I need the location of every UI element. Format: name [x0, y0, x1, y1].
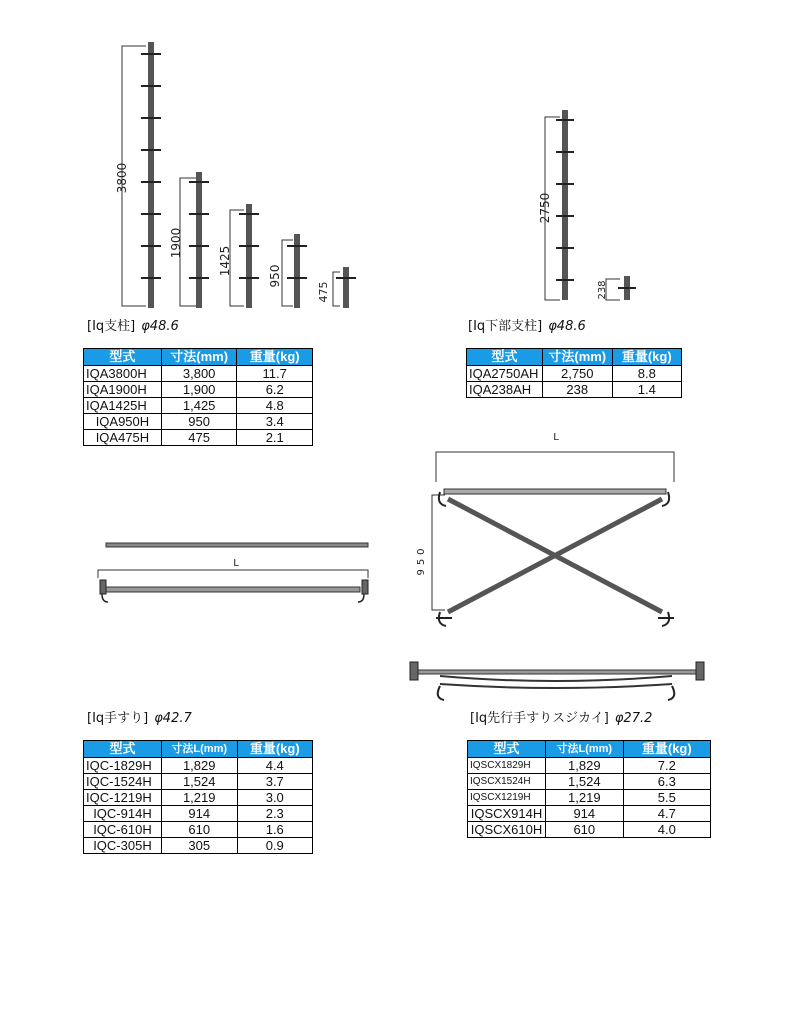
cell-model: IQC-1524H	[84, 774, 162, 790]
dim-475: 475	[317, 281, 330, 303]
cell-size: 1,219	[545, 790, 623, 806]
cell-size: 1,219	[161, 790, 237, 806]
support-name: [Iq支柱]	[87, 319, 136, 334]
handrail-diameter: φ42.7	[154, 711, 192, 726]
table-row	[84, 806, 313, 822]
cell-weight: 1.6	[237, 822, 312, 838]
support-caption	[87, 315, 179, 334]
post-1900	[196, 172, 202, 308]
support-spec-table	[83, 348, 313, 446]
cell-size: 950	[161, 414, 237, 430]
brace-drawing	[410, 432, 704, 700]
cell-model: IQSCX610H	[468, 822, 546, 838]
table-row	[84, 838, 313, 854]
cell-size: 238	[542, 382, 612, 398]
cell-size: 1,829	[545, 758, 623, 774]
cell-weight: 4.7	[623, 806, 710, 822]
dim-950: 950	[268, 264, 282, 288]
cell-model: IQA238AH	[467, 382, 543, 398]
header-model: 型式	[468, 741, 546, 758]
table-row	[467, 382, 682, 398]
cell-weight: 0.9	[237, 838, 312, 854]
table-row	[84, 398, 313, 414]
header-size: 寸法L(mm)	[545, 741, 623, 758]
dim-1425: 1425	[218, 245, 232, 277]
table-header-row	[468, 741, 711, 758]
cell-weight: 3.7	[237, 774, 312, 790]
table-row	[84, 822, 313, 838]
table-row	[84, 790, 313, 806]
header-size: 寸法L(mm)	[161, 741, 237, 758]
cell-model: IQA1425H	[84, 398, 162, 414]
header-size: 寸法(mm)	[161, 349, 237, 366]
cell-weight: 3.0	[237, 790, 312, 806]
cell-weight: 1.4	[612, 382, 681, 398]
cell-weight: 2.3	[237, 806, 312, 822]
brace-dim-950: 950	[416, 544, 427, 576]
cell-weight: 4.4	[237, 758, 312, 774]
cell-model: IQSCX1829H	[468, 758, 546, 774]
table-row	[84, 758, 313, 774]
cell-model: IQA3800H	[84, 366, 162, 382]
lower-support-spec-table	[466, 348, 682, 398]
cell-model: IQA475H	[84, 430, 162, 446]
cell-weight: 6.3	[623, 774, 710, 790]
cell-size: 475	[161, 430, 237, 446]
handrail-spec-table	[83, 740, 313, 854]
cell-weight: 11.7	[237, 366, 313, 382]
dim-1900: 1900	[169, 227, 183, 259]
brace-diameter: φ27.2	[614, 711, 653, 726]
brace-caption	[470, 707, 652, 726]
cell-weight: 4.0	[623, 822, 710, 838]
table-row	[84, 382, 313, 398]
cell-model: IQSCX914H	[468, 806, 546, 822]
table-header-row	[84, 349, 313, 366]
cell-weight: 6.2	[237, 382, 313, 398]
table-row	[84, 774, 313, 790]
header-model: 型式	[84, 741, 162, 758]
table-row	[84, 366, 313, 382]
cell-weight: 8.8	[612, 366, 681, 382]
cell-weight: 2.1	[237, 430, 313, 446]
table-header-row	[84, 741, 313, 758]
support-diameter: φ48.6	[141, 319, 179, 334]
dim-3800: 3800	[115, 162, 129, 194]
cell-size: 1,425	[161, 398, 237, 414]
dim-2750: 2750	[538, 192, 552, 224]
header-weight: 重量(kg)	[237, 741, 312, 758]
cell-size: 1,900	[161, 382, 237, 398]
cell-model: IQA950H	[84, 414, 162, 430]
cell-size: 3,800	[161, 366, 237, 382]
handrail-dim-l: L	[233, 558, 239, 569]
header-size: 寸法(mm)	[542, 349, 612, 366]
cell-size: 1,829	[161, 758, 237, 774]
cell-model: IQSCX1524H	[468, 774, 546, 790]
table-row	[468, 774, 711, 790]
table-row	[84, 430, 313, 446]
brace-name: [Iq先行手すりスジカイ]	[470, 711, 609, 726]
brace-dim-l: L	[553, 432, 559, 443]
cell-model: IQC-610H	[84, 822, 162, 838]
handrail-drawing	[98, 543, 368, 602]
cell-size: 1,524	[161, 774, 237, 790]
post-2750	[562, 110, 568, 300]
header-weight: 重量(kg)	[237, 349, 313, 366]
cell-model: IQSCX1219H	[468, 790, 546, 806]
cell-size: 914	[161, 806, 237, 822]
header-model: 型式	[467, 349, 543, 366]
table-row	[468, 822, 711, 838]
dim-238: 238	[597, 280, 608, 300]
cell-model: IQC-1219H	[84, 790, 162, 806]
cell-model: IQC-914H	[84, 806, 162, 822]
cell-weight: 5.5	[623, 790, 710, 806]
table-row	[467, 366, 682, 382]
table-row	[468, 806, 711, 822]
table-row	[84, 414, 313, 430]
brace-spec-table	[467, 740, 711, 838]
table-row	[468, 758, 711, 774]
cell-size: 2,750	[542, 366, 612, 382]
cell-weight: 7.2	[623, 758, 710, 774]
table-row	[468, 790, 711, 806]
table-header-row	[467, 349, 682, 366]
cell-weight: 3.4	[237, 414, 313, 430]
cell-size: 610	[161, 822, 237, 838]
post-475	[343, 267, 349, 308]
cell-model: IQC-1829H	[84, 758, 162, 774]
header-model: 型式	[84, 349, 162, 366]
post-1425	[246, 204, 252, 308]
cell-model: IQC-305H	[84, 838, 162, 854]
cell-model: IQA1900H	[84, 382, 162, 398]
cell-size: 305	[161, 838, 237, 854]
cell-size: 914	[545, 806, 623, 822]
cell-size: 610	[545, 822, 623, 838]
cell-model: IQA2750AH	[467, 366, 543, 382]
handrail-caption	[87, 707, 192, 726]
lower-support-caption	[468, 315, 586, 334]
header-weight: 重量(kg)	[623, 741, 710, 758]
header-weight: 重量(kg)	[612, 349, 681, 366]
cell-weight: 4.8	[237, 398, 313, 414]
lower-support-diameter: φ48.6	[548, 319, 586, 334]
cell-size: 1,524	[545, 774, 623, 790]
lower-support-name: [Iq下部支柱]	[468, 319, 543, 334]
handrail-name: [Iq手すり]	[87, 711, 149, 726]
post-3800	[148, 42, 154, 308]
